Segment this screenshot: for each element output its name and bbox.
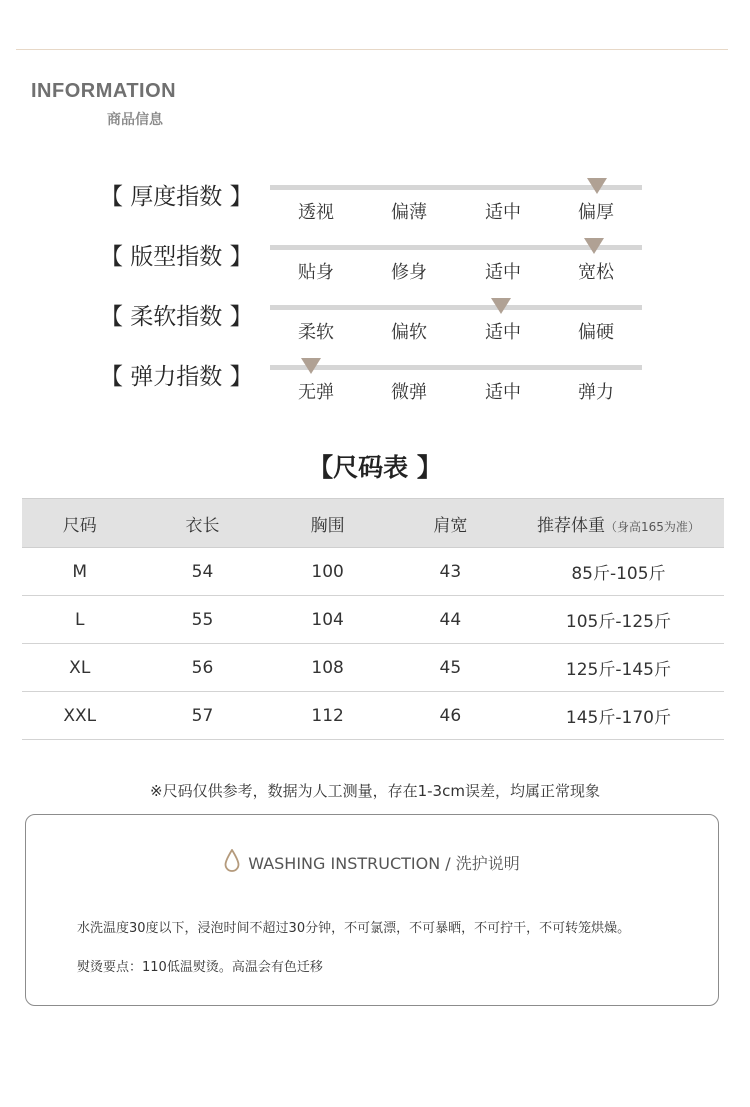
- cell-length: 56: [137, 644, 267, 692]
- index-option: 适中: [485, 262, 521, 283]
- index-marker: [587, 178, 607, 194]
- header-size: 尺码: [22, 499, 137, 548]
- size-table: [22, 498, 724, 740]
- index-track: [270, 185, 642, 190]
- index-label: 【 弹力指数 】: [100, 364, 253, 390]
- index-option: 偏厚: [578, 202, 614, 223]
- header-chest: 胸围: [267, 499, 387, 548]
- index-option: 适中: [485, 322, 521, 343]
- index-option: 偏软: [391, 322, 427, 343]
- index-option: 宽松: [578, 262, 614, 283]
- cell-size: XXL: [22, 692, 137, 740]
- cell-size: L: [22, 596, 137, 644]
- table-row: [22, 692, 724, 740]
- size-chart-title: 【尺码表 】: [308, 453, 442, 482]
- index-option: 适中: [485, 382, 521, 403]
- index-option: 微弹: [391, 382, 427, 403]
- header-weight-label: 推荐体重: [536, 515, 605, 536]
- cell-weight: 125斤-145斤: [513, 644, 724, 692]
- index-label: 【 版型指数 】: [100, 244, 253, 270]
- size-disclaimer: ※尺码仅供参考，数据为人工测量，存在1-3cm误差，均属正常现象: [150, 782, 600, 800]
- index-option: 贴身: [298, 262, 334, 283]
- table-row: [22, 644, 724, 692]
- index-marker: [301, 358, 321, 374]
- index-row: [0, 358, 750, 418]
- index-label: 【 厚度指数 】: [100, 184, 253, 210]
- index-option: 适中: [485, 202, 521, 223]
- index-option: 透视: [298, 202, 334, 223]
- table-header-row: [22, 499, 724, 548]
- index-label: 【 柔软指数 】: [100, 304, 253, 330]
- header-length: 衣长: [137, 499, 267, 548]
- index-track: [270, 305, 642, 310]
- index-marker: [584, 238, 604, 254]
- cell-chest: 112: [267, 692, 387, 740]
- cell-shoulder: 45: [388, 644, 513, 692]
- cell-weight: 85斤-105斤: [513, 548, 724, 596]
- cell-chest: 108: [267, 644, 387, 692]
- cell-chest: 104: [267, 596, 387, 644]
- index-option: 无弹: [298, 382, 334, 403]
- index-option: 偏薄: [391, 202, 427, 223]
- index-row: [0, 238, 750, 298]
- top-divider: [16, 49, 728, 50]
- index-option: 弹力: [578, 382, 614, 403]
- table-row: [22, 596, 724, 644]
- cell-length: 57: [137, 692, 267, 740]
- cell-shoulder: 44: [388, 596, 513, 644]
- header-shoulder: 肩宽: [388, 499, 513, 548]
- index-option: 柔软: [298, 322, 334, 343]
- cell-length: 54: [137, 548, 267, 596]
- washing-instruction-box: [25, 814, 719, 1006]
- section-title: INFORMATION: [31, 80, 177, 102]
- table-row: [22, 548, 724, 596]
- index-option: 偏硬: [578, 322, 614, 343]
- cell-size: XL: [22, 644, 137, 692]
- washing-text-2: 熨烫要点：110低温熨烫。高温会有色迁移: [77, 960, 323, 975]
- cell-chest: 100: [267, 548, 387, 596]
- water-drop-icon: [224, 849, 240, 877]
- washing-header: [26, 849, 718, 877]
- index-row: [0, 298, 750, 358]
- washing-text-1: 水洗温度30度以下，浸泡时间不超过30分钟，不可氯漂，不可暴晒，不可拧干，不可转笼烘燥。: [77, 921, 631, 936]
- index-option: 修身: [391, 262, 427, 283]
- section-subtitle: 商品信息: [107, 112, 163, 128]
- header-weight-note: （身高165为准）: [604, 519, 700, 534]
- cell-weight: 145斤-170斤: [513, 692, 724, 740]
- cell-length: 55: [137, 596, 267, 644]
- index-row: [0, 178, 750, 238]
- washing-title: WASHING INSTRUCTION / 洗护说明: [248, 854, 520, 873]
- index-track: [270, 365, 642, 370]
- index-marker: [491, 298, 511, 314]
- cell-shoulder: 43: [388, 548, 513, 596]
- cell-weight: 105斤-125斤: [513, 596, 724, 644]
- cell-size: M: [22, 548, 137, 596]
- header-weight: [513, 499, 724, 548]
- cell-shoulder: 46: [388, 692, 513, 740]
